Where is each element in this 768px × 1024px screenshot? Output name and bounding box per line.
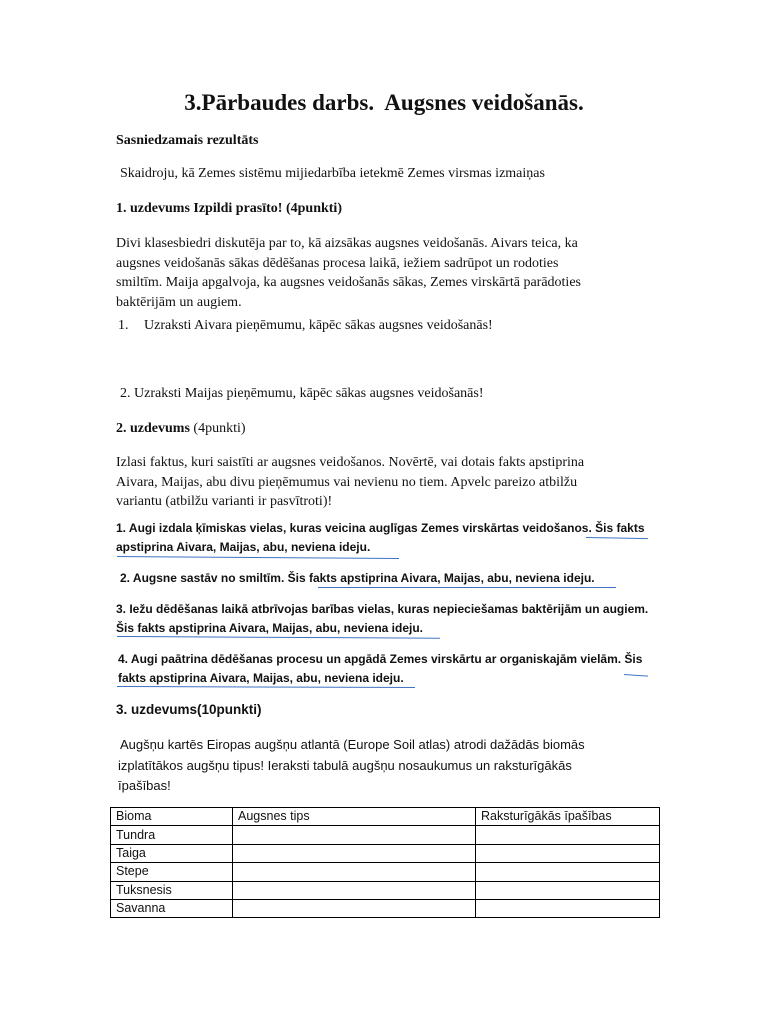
- fact-line: apstiprina Aivara, Maijas, abu, neviena ideju.: [116, 540, 371, 554]
- properties-cell[interactable]: [476, 863, 660, 881]
- fact-line: Šis fakts apstiprina Aivara, Maijas, abu, neviena ideju.: [116, 621, 424, 635]
- result-text: Skaidroju, kā Zemes sistēmu mijiedarbība ietekmē Zemes virsmas izmaiņas: [120, 166, 545, 181]
- task2-heading: [116, 421, 246, 437]
- fact-line: 1. Augi izdala ķīmiskas vielas, kuras veicina auglīgas Zemes virskārtas veidošanos. Šis fakts: [116, 521, 645, 535]
- soil-table: [110, 807, 660, 918]
- page-title: 3.Pārbaudes darbs. Augsnes veidošanās.: [184, 90, 584, 115]
- text-line: augsnes veidošanās sākas dēdēšanas procesa laikā, iežiem sadrūpot un rodoties: [116, 255, 559, 271]
- text-line: Aivara, Maijas, abu divu pieņēmumus vai nevienu no tiem. Apvelc pareizo atbilžu: [116, 474, 578, 490]
- text-line: variantu (atbilžu varianti ir pasvītroti)!: [116, 494, 333, 509]
- task1-heading: 1. uzdevums Izpildi prasīto! (4punkti): [116, 201, 342, 216]
- soil-type-cell[interactable]: [233, 863, 476, 881]
- fact-line: 2. Augsne sastāv no smiltīm. Šis fakts apstiprina Aivara, Maijas, abu, neviena ideju.: [120, 571, 595, 585]
- fact-line: 4. Augi paātrina dēdēšanas procesu un apgādā Zemes virskārtu ar organiskajām vielām. Šis: [118, 652, 643, 666]
- properties-cell[interactable]: [476, 844, 660, 862]
- task2-heading-points: (4punkti): [189, 421, 246, 436]
- biome-cell: Taiga: [111, 844, 233, 862]
- text-line: izplatītākos augšņu tipus! Ieraksti tabulā augšņu nosaukumus un raksturīgākās: [118, 757, 572, 773]
- table-row: [111, 899, 660, 917]
- task3-heading: 3. uzdevums(10punkti): [116, 702, 262, 717]
- table-row: [111, 863, 660, 881]
- fact-line: 3. Iežu dēdēšanas laikā atbrīvojas barības vielas, kuras nepieciešamas baktērijām un augiem.: [116, 602, 649, 616]
- text-line: īpašības!: [118, 778, 171, 793]
- fact-3: [116, 600, 648, 638]
- result-heading: Sasniedzamais rezultāts: [116, 133, 259, 148]
- fact-line: fakts apstiprina Aivara, Maijas, abu, neviena ideju.: [118, 671, 404, 685]
- properties-cell[interactable]: [476, 826, 660, 844]
- column-header: Augsnes tips: [233, 808, 476, 826]
- task1-question-2: 2. Uzraksti Maijas pieņēmumu, kāpēc sākas augsnes veidošanās!: [120, 386, 484, 401]
- biome-cell: Savanna: [111, 899, 233, 917]
- task1-paragraph: [116, 234, 581, 312]
- fact-1: [116, 519, 645, 557]
- text-line: Augšņu kartēs Eiropas augšņu atlantā (Europe Soil atlas) atrodi dažādās biomās: [120, 737, 585, 752]
- biome-cell: Tundra: [111, 826, 233, 844]
- soil-type-cell[interactable]: [233, 899, 476, 917]
- text-line: smiltīm. Maija apgalvoja, ka augsnes veidošanās sākas, Zemes virskārtā parādoties: [116, 275, 581, 290]
- table-row: [111, 844, 660, 862]
- task3-paragraph: [118, 735, 585, 797]
- text-line: baktērijām un augiem.: [116, 294, 242, 310]
- column-header: Bioma: [111, 808, 233, 826]
- properties-cell[interactable]: [476, 899, 660, 917]
- handwritten-underline: [318, 587, 616, 588]
- text-line: Divi klasesbiedri diskutēja par to, kā aizsākas augsnes veidošanās. Aivars teica, ka: [116, 236, 578, 251]
- biome-cell: Tuksnesis: [111, 881, 233, 899]
- task2-paragraph: [116, 453, 584, 512]
- soil-type-cell[interactable]: [233, 881, 476, 899]
- question-text: Uzraksti Aivara pieņēmumu, kāpēc sākas augsnes veidošanās!: [144, 318, 493, 333]
- task1-question-1: [118, 318, 493, 334]
- properties-cell[interactable]: [476, 881, 660, 899]
- table-row: [111, 826, 660, 844]
- table-row: [111, 881, 660, 899]
- soil-type-cell[interactable]: [233, 826, 476, 844]
- text-line: Izlasi faktus, kuri saistīti ar augsnes veidošanos. Novērtē, vai dotais fakts apstiprina: [116, 455, 585, 470]
- fact-2: [120, 569, 595, 588]
- question-number: 1.: [118, 318, 129, 333]
- biome-cell: Stepe: [111, 863, 233, 881]
- table-header-row: [111, 808, 660, 826]
- fact-4: [118, 650, 642, 688]
- task2-heading-label: 2. uzdevums: [116, 421, 190, 436]
- column-header: Raksturīgākās īpašības: [476, 808, 660, 826]
- soil-type-cell[interactable]: [233, 844, 476, 862]
